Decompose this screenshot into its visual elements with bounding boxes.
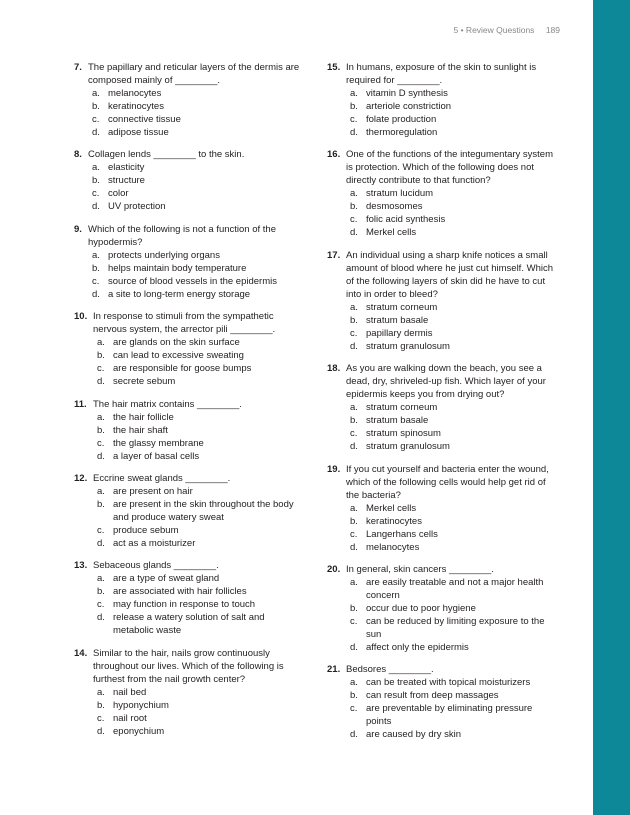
option-letter: d. <box>97 612 105 624</box>
answer-option <box>97 362 306 375</box>
question-number: 7. <box>74 62 82 73</box>
answer-options <box>97 572 306 637</box>
question-12 <box>74 472 306 550</box>
option-text: stratum spinosum <box>366 428 441 440</box>
running-head <box>454 25 561 35</box>
option-letter: d. <box>350 340 358 352</box>
option-letter: a. <box>97 573 105 585</box>
option-text: are glands on the skin surface <box>113 337 240 349</box>
option-letter: a. <box>97 485 105 497</box>
option-letter: b. <box>92 175 100 187</box>
answer-option <box>350 528 559 541</box>
question-8 <box>74 148 306 213</box>
question-stem: As you are walking down the beach, you see a dead, dry, shriveled-up fish. Which layer of your epidermis keeps you from drying out? <box>346 363 546 401</box>
option-letter: b. <box>97 350 105 362</box>
option-text: are responsible for goose bumps <box>113 363 252 375</box>
option-text: release a watery solution of salt and metabolic waste <box>113 612 265 637</box>
question-19 <box>327 463 559 554</box>
answer-options <box>97 336 306 388</box>
answer-option <box>350 615 559 641</box>
option-letter: d. <box>92 127 100 138</box>
option-letter: a. <box>92 162 100 174</box>
question-16 <box>327 148 559 239</box>
option-letter: d. <box>350 729 358 741</box>
option-letter: b. <box>97 586 105 598</box>
question-stem-block <box>74 223 306 249</box>
answer-option <box>350 689 559 702</box>
answer-option <box>350 427 559 440</box>
option-text: are caused by dry skin <box>366 729 462 741</box>
question-stem-block <box>74 310 306 336</box>
option-text: are associated with hair follicles <box>113 586 247 598</box>
option-text: keratinocytes <box>366 515 422 527</box>
option-letter: b. <box>350 101 358 112</box>
answer-option <box>92 100 306 113</box>
option-letter: a. <box>92 88 100 99</box>
option-text: produce sebum <box>113 524 179 536</box>
question-number: 11. <box>74 398 87 410</box>
option-text: stratum granulosum <box>366 340 450 352</box>
question-number: 14. <box>74 647 88 659</box>
page-number: 189 <box>545 25 560 35</box>
answer-option <box>350 702 559 728</box>
option-text: connective tissue <box>108 114 181 125</box>
question-number: 19. <box>327 463 341 475</box>
question-stem-block <box>327 463 559 502</box>
question-14 <box>74 647 306 738</box>
answer-options <box>97 485 306 550</box>
question-number: 15. <box>327 62 341 73</box>
answer-option <box>350 187 559 200</box>
question-stem: If you cut yourself and bacteria enter the wound, which of the following cells would help get rid of the bacteria? <box>346 463 549 501</box>
option-text: a site to long-term energy storage <box>108 288 251 300</box>
option-letter: d. <box>350 641 358 653</box>
option-letter: b. <box>97 424 105 436</box>
question-number: 10. <box>74 311 88 323</box>
answer-option <box>350 340 559 353</box>
answer-options <box>350 87 559 139</box>
option-text: are present on hair <box>113 485 193 497</box>
option-text: elasticity <box>108 162 145 174</box>
option-letter: c. <box>92 188 100 200</box>
question-stem-block <box>327 563 559 576</box>
option-letter: d. <box>350 127 358 138</box>
option-text: melanocytes <box>108 88 162 99</box>
question-stem: Sebaceous glands ________. <box>93 560 219 572</box>
question-stem: In humans, exposure of the skin to sunlight is required for ________. <box>346 62 537 86</box>
option-text: adipose tissue <box>108 127 169 138</box>
answer-option <box>350 414 559 427</box>
question-number: 21. <box>327 664 341 676</box>
answer-option <box>350 100 559 113</box>
option-letter: c. <box>350 615 358 627</box>
option-text: folic acid synthesis <box>366 214 446 226</box>
option-letter: c. <box>92 114 100 125</box>
answer-option <box>92 113 306 126</box>
question-stem-block <box>327 148 559 187</box>
option-letter: b. <box>350 415 358 427</box>
question-11 <box>74 398 306 463</box>
option-text: the glassy membrane <box>113 437 204 449</box>
option-text: vitamin D synthesis <box>366 88 448 99</box>
answer-option <box>97 699 306 712</box>
option-letter: a. <box>350 88 358 99</box>
answer-option <box>97 437 306 450</box>
option-text: can result from deep massages <box>366 690 499 702</box>
answer-option <box>350 327 559 340</box>
answer-option <box>350 200 559 213</box>
option-text: the hair shaft <box>113 424 168 436</box>
option-text: desmosomes <box>366 201 423 213</box>
option-letter: b. <box>350 314 358 326</box>
question-number: 16. <box>327 149 341 161</box>
option-letter: c. <box>350 114 358 125</box>
answer-option <box>97 725 306 738</box>
answer-option <box>350 541 559 554</box>
answer-options <box>92 249 306 301</box>
answer-option <box>350 87 559 100</box>
option-letter: d. <box>350 227 358 239</box>
option-text: folate production <box>366 114 437 125</box>
answer-options <box>97 411 306 463</box>
question-stem: In response to stimuli from the sympathetic nervous system, the arrector pili ________. <box>93 311 276 336</box>
option-text: stratum corneum <box>366 402 438 414</box>
answer-option <box>350 113 559 126</box>
answer-option <box>92 187 306 200</box>
answer-option <box>350 641 559 654</box>
option-letter: b. <box>92 262 100 274</box>
option-text: thermoregulation <box>366 127 438 138</box>
option-letter: a. <box>92 249 100 261</box>
option-text: arteriole constriction <box>366 101 452 112</box>
option-letter: c. <box>350 703 358 715</box>
answer-option <box>350 515 559 528</box>
option-letter: d. <box>92 288 100 300</box>
answer-option <box>92 262 306 275</box>
answer-option <box>97 375 306 388</box>
question-stem: Eccrine sweat glands ________. <box>93 472 231 484</box>
question-number: 20. <box>327 563 341 575</box>
option-text: keratinocytes <box>108 101 164 112</box>
answer-option <box>350 728 559 741</box>
option-letter: a. <box>350 576 358 588</box>
option-letter: c. <box>350 528 358 540</box>
answer-option <box>92 126 306 139</box>
answer-option <box>97 572 306 585</box>
option-text: stratum basale <box>366 415 429 427</box>
answer-options <box>350 676 559 741</box>
answer-option <box>97 598 306 611</box>
option-text: UV protection <box>108 201 166 213</box>
option-text: are easily treatable and not a major health concern <box>366 576 544 601</box>
answer-option <box>92 200 306 213</box>
option-text: act as a moisturizer <box>113 537 196 549</box>
question-stem-block <box>74 472 306 485</box>
answer-option <box>97 537 306 550</box>
option-text: stratum granulosum <box>366 441 450 453</box>
question-10 <box>74 310 306 388</box>
question-stem: Similar to the hair, nails grow continuously throughout our lives. Which of the following is furthest from the nail growth center? <box>93 647 284 685</box>
question-number: 18. <box>327 363 341 375</box>
question-17 <box>327 249 559 353</box>
option-text: can be treated with topical moisturizers <box>366 677 531 689</box>
option-letter: a. <box>97 337 105 349</box>
answer-option <box>97 450 306 463</box>
answer-option <box>92 87 306 100</box>
left-column <box>74 61 306 747</box>
answer-option <box>350 602 559 615</box>
question-stem-block <box>74 148 306 161</box>
answer-option <box>350 213 559 226</box>
option-text: melanocytes <box>366 541 420 553</box>
option-text: nail bed <box>113 686 147 698</box>
option-letter: a. <box>350 188 358 200</box>
option-text: papillary dermis <box>366 327 433 339</box>
option-text: can be reduced by limiting exposure to the sun <box>366 615 545 640</box>
option-letter: d. <box>350 541 358 553</box>
question-number: 12. <box>74 472 88 484</box>
option-text: affect only the epidermis <box>366 641 469 653</box>
answer-options <box>92 161 306 213</box>
option-letter: a. <box>350 502 358 514</box>
option-text: Merkel cells <box>366 502 417 514</box>
question-9 <box>74 223 306 301</box>
question-stem: One of the functions of the integumentary system is protection. Which of the following does not directly contribute to that function? <box>346 149 554 187</box>
option-text: are present in the skin throughout the body and produce watery sweat <box>113 498 294 523</box>
question-number: 9. <box>74 223 82 235</box>
option-text: hyponychium <box>113 699 169 711</box>
question-stem: The hair matrix contains ________. <box>93 398 242 410</box>
answer-option <box>350 226 559 239</box>
answer-option <box>350 502 559 515</box>
answer-option <box>92 288 306 301</box>
option-letter: c. <box>350 214 358 226</box>
question-stem: An individual using a sharp knife notices a small amount of blood where he just cut himself. Which of the following layers of skin did he have to cut into in order to bleed? <box>346 249 553 300</box>
answer-option <box>97 411 306 424</box>
answer-option <box>97 424 306 437</box>
question-stem-block <box>74 647 306 686</box>
answer-option <box>350 126 559 139</box>
question-stem: Which of the following is not a function of the hypodermis? <box>88 223 276 248</box>
option-text: stratum corneum <box>366 301 438 313</box>
answer-option <box>350 676 559 689</box>
answer-option <box>92 249 306 262</box>
answer-options <box>97 686 306 738</box>
option-letter: b. <box>350 602 358 614</box>
question-20 <box>327 563 559 654</box>
option-letter: a. <box>350 677 358 689</box>
option-letter: c. <box>97 524 105 536</box>
option-text: eponychium <box>113 725 165 737</box>
side-color-bar <box>593 0 630 815</box>
option-letter: c. <box>350 327 358 339</box>
question-21 <box>327 663 559 741</box>
answer-option <box>97 498 306 524</box>
answer-option <box>92 174 306 187</box>
option-letter: d. <box>97 725 105 737</box>
option-text: structure <box>108 175 145 187</box>
answer-option <box>97 686 306 699</box>
question-stem: Collagen lends ________ to the skin. <box>88 149 245 161</box>
answer-option <box>97 585 306 598</box>
option-letter: c. <box>97 712 105 724</box>
option-letter: b. <box>350 690 358 702</box>
answer-options <box>92 87 306 139</box>
question-stem: Bedsores ________. <box>346 664 434 676</box>
option-letter: a. <box>350 301 358 313</box>
option-letter: d. <box>97 376 105 388</box>
option-letter: d. <box>97 537 105 549</box>
answer-option <box>97 485 306 498</box>
option-letter: c. <box>350 428 358 440</box>
question-7 <box>74 61 306 139</box>
option-text: occur due to poor hygiene <box>366 602 476 614</box>
answer-option <box>350 401 559 414</box>
option-text: color <box>108 188 129 200</box>
answer-option <box>350 576 559 602</box>
question-stem-block <box>74 398 306 411</box>
option-letter: c. <box>97 599 105 611</box>
option-text: may function in response to touch <box>113 599 256 611</box>
option-letter: c. <box>92 275 100 287</box>
question-15 <box>327 61 559 139</box>
question-number: 8. <box>74 149 82 161</box>
option-text: are a type of sweat gland <box>113 573 220 585</box>
answer-options <box>350 187 559 239</box>
question-stem: The papillary and reticular layers of the dermis are composed mainly of ________. <box>88 62 300 86</box>
question-stem-block <box>327 663 559 676</box>
answer-option <box>92 275 306 288</box>
option-text: source of blood vessels in the epidermis <box>108 275 277 287</box>
answer-option <box>97 611 306 637</box>
option-text: stratum lucidum <box>366 188 434 200</box>
answer-options <box>350 576 559 654</box>
option-text: Merkel cells <box>366 227 417 239</box>
option-letter: c. <box>97 363 105 375</box>
right-column <box>327 61 559 751</box>
question-13 <box>74 559 306 637</box>
question-stem-block <box>74 61 306 87</box>
option-letter: c. <box>97 437 105 449</box>
question-number: 17. <box>327 249 341 261</box>
option-text: are preventable by eliminating pressure points <box>366 703 533 728</box>
option-letter: b. <box>97 699 105 711</box>
question-stem-block <box>327 362 559 401</box>
answer-option <box>97 349 306 362</box>
question-stem-block <box>74 559 306 572</box>
option-letter: b. <box>92 101 100 112</box>
question-18 <box>327 362 559 453</box>
answer-option <box>350 314 559 327</box>
answer-options <box>350 301 559 353</box>
answer-option <box>350 301 559 314</box>
answer-option <box>350 440 559 453</box>
answer-options <box>350 502 559 554</box>
option-text: can lead to excessive sweating <box>113 350 244 362</box>
answer-option <box>97 336 306 349</box>
option-letter: d. <box>97 450 105 462</box>
option-text: Langerhans cells <box>366 528 438 540</box>
question-stem-block <box>327 61 559 87</box>
option-text: helps maintain body temperature <box>108 262 247 274</box>
running-head-section: 5 • Review Questions <box>453 25 535 35</box>
option-text: nail root <box>113 712 147 724</box>
option-letter: a. <box>97 411 105 423</box>
answer-options <box>350 401 559 453</box>
option-text: a layer of basal cells <box>113 450 200 462</box>
option-letter: b. <box>97 498 105 510</box>
option-letter: d. <box>350 441 358 453</box>
question-stem-block <box>327 249 559 301</box>
answer-option <box>97 712 306 725</box>
option-letter: b. <box>350 201 358 213</box>
option-letter: a. <box>97 686 105 698</box>
option-text: protects underlying organs <box>108 249 220 261</box>
option-letter: d. <box>92 201 100 213</box>
option-letter: a. <box>350 402 358 414</box>
question-stem: In general, skin cancers ________. <box>346 563 494 575</box>
option-letter: b. <box>350 515 358 527</box>
answer-option <box>97 524 306 537</box>
question-number: 13. <box>74 560 88 572</box>
option-text: the hair follicle <box>113 411 174 423</box>
option-text: secrete sebum <box>113 376 176 388</box>
option-text: stratum basale <box>366 314 429 326</box>
answer-option <box>92 161 306 174</box>
